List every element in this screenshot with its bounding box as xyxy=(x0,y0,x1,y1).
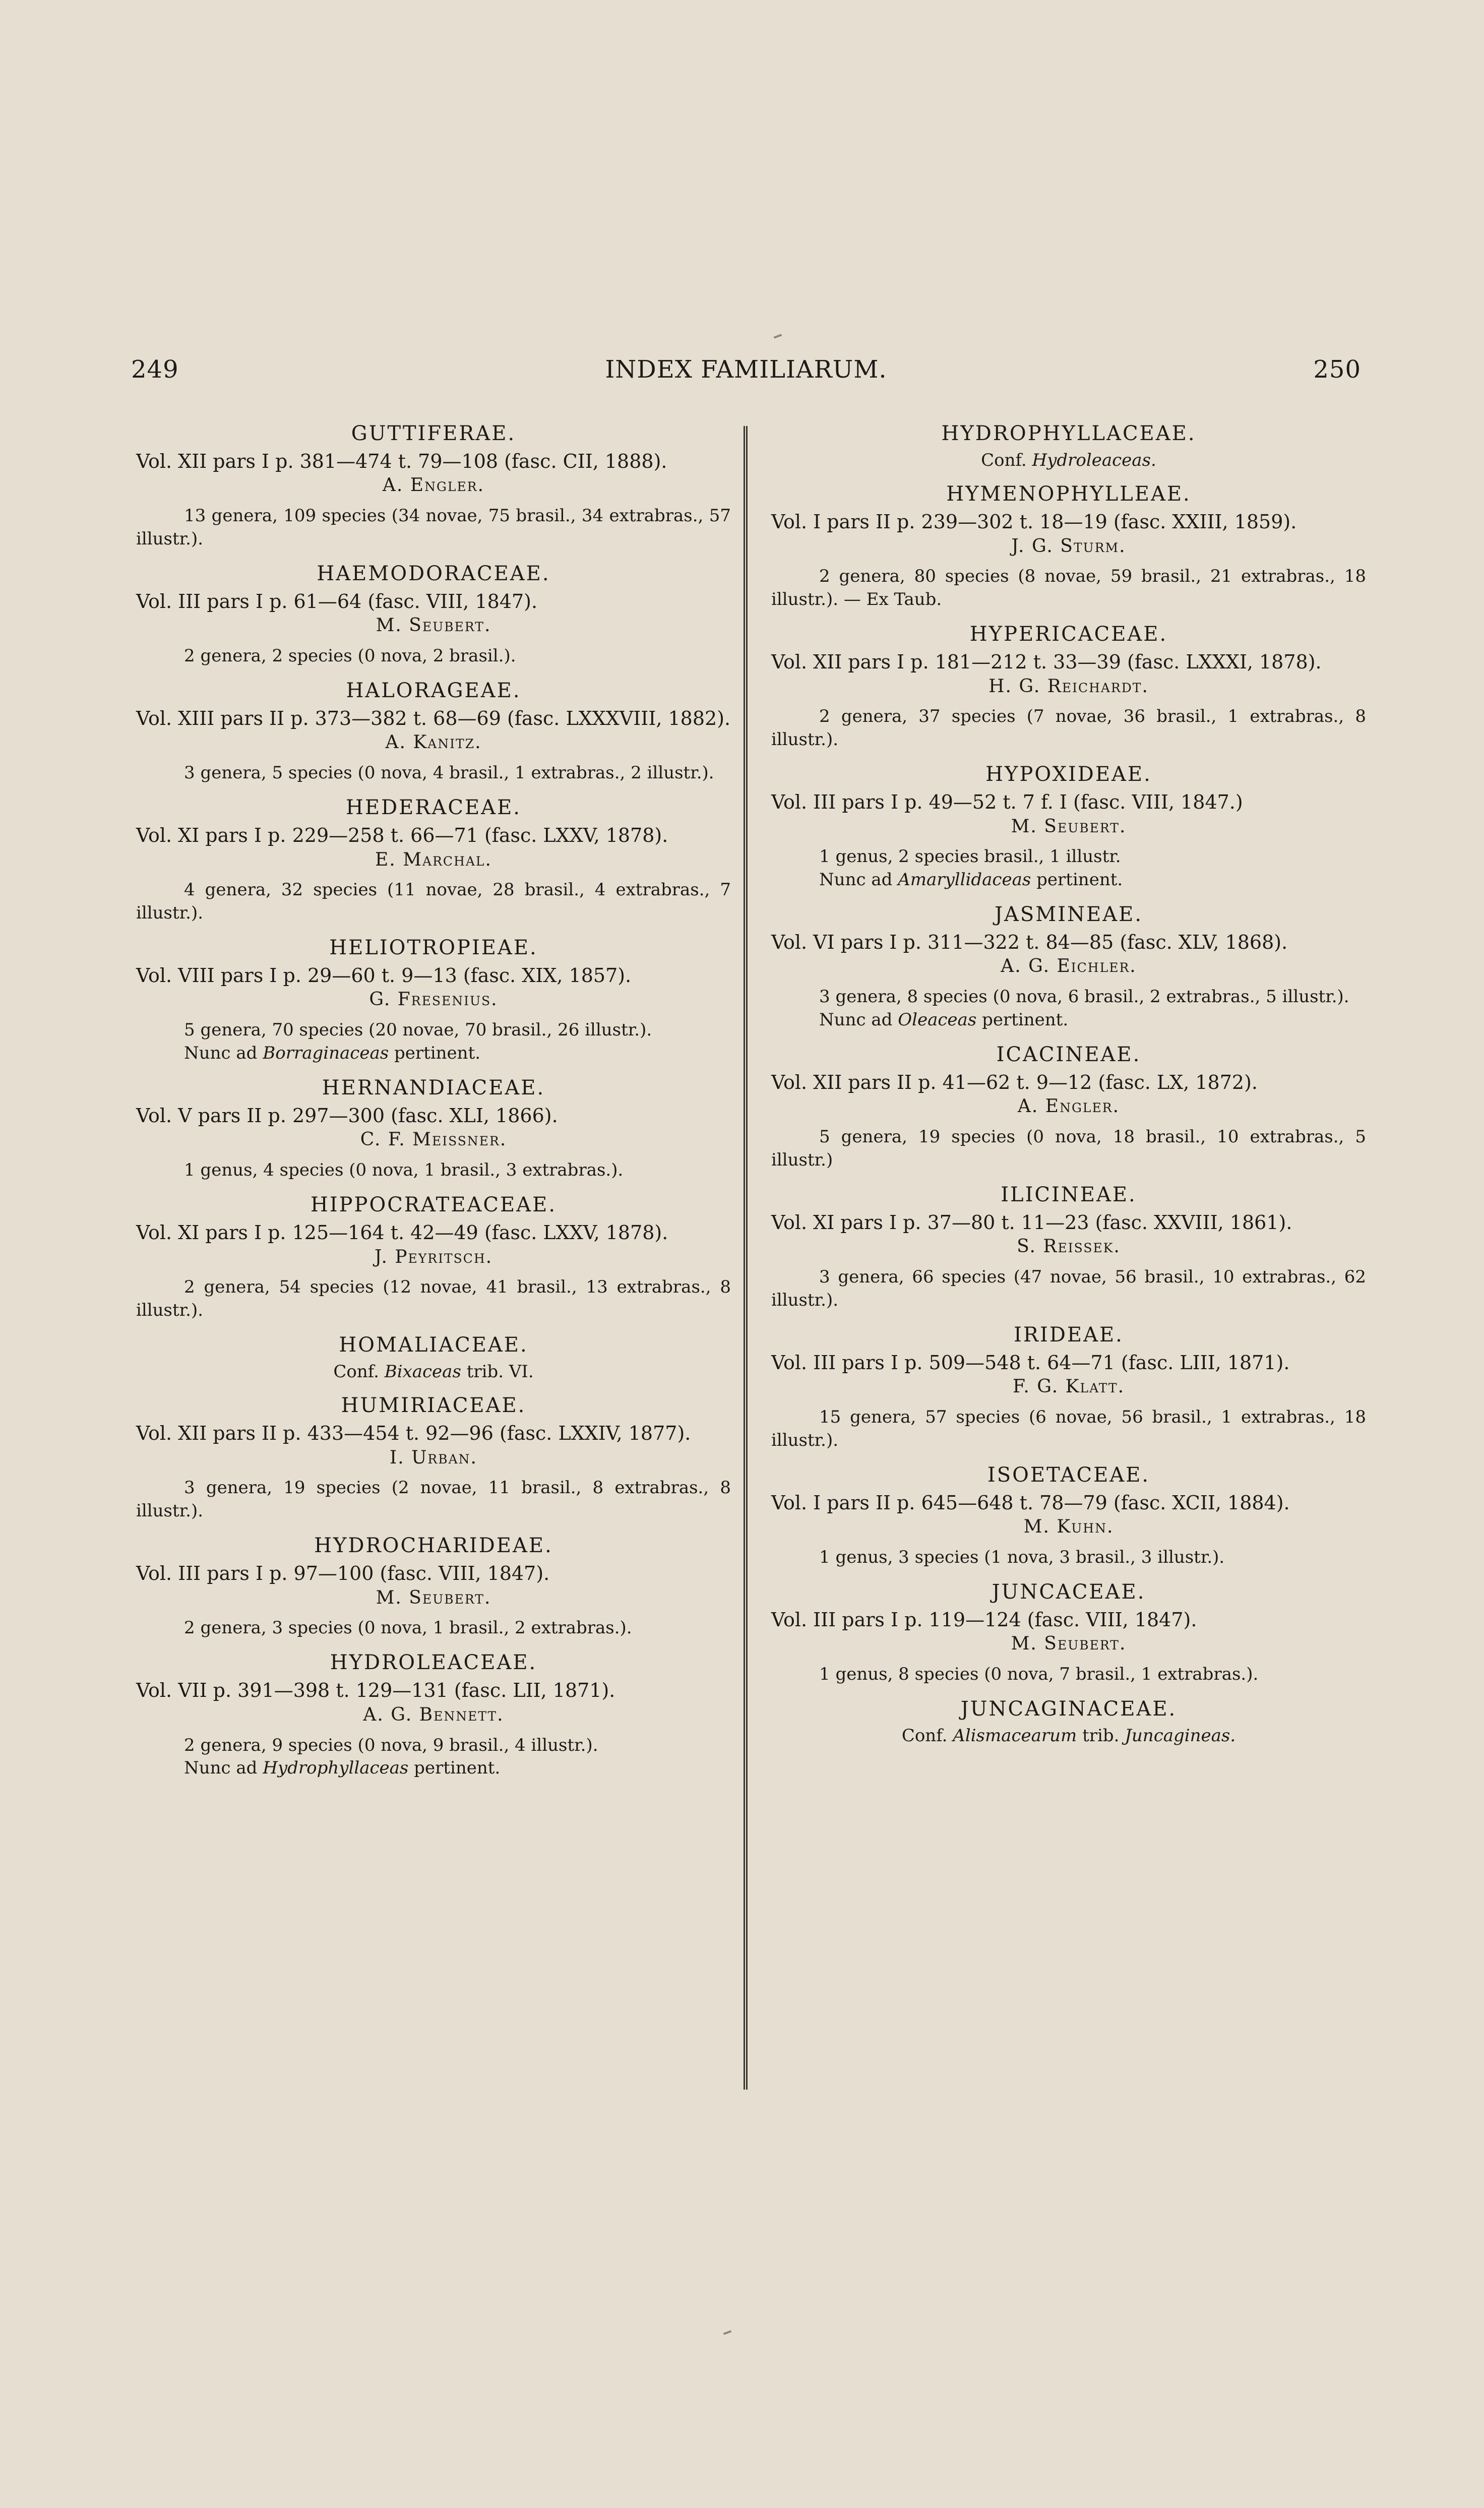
volume-reference: Vol. VI pars I p. 311—322 t. 84—85 (fasc. XLV, 1868). xyxy=(771,931,1288,954)
volume-reference: Vol. I pars II p. 239—302 t. 18—19 (fasc. XXIII, 1859). xyxy=(771,511,1297,533)
author-name: M. Seubert. xyxy=(1011,816,1127,837)
family-name: HYDROPHYLLACEAE. xyxy=(941,422,1196,445)
column-divider xyxy=(744,426,748,2090)
family-name: HYPERICACEAE. xyxy=(969,623,1168,646)
species-summary: 5 genera, 19 species (0 nova, 18 brasil., 10 extrabras., 5 illustr.) xyxy=(771,1127,1366,1171)
species-summary: 2 genera, 9 species (0 nova, 9 brasil., 4 illustr.). xyxy=(184,1735,598,1755)
family-entry xyxy=(771,1462,1366,1569)
volume-reference: Vol. VIII pars I p. 29—60 t. 9—13 (fasc. XIX, 1857). xyxy=(136,964,632,987)
family-entry xyxy=(136,1075,731,1182)
species-summary: 2 genera, 80 species (8 novae, 59 brasil., 21 extrabras., 18 illustr.). — Ex Taub. xyxy=(771,566,1366,610)
family-entry xyxy=(771,622,1366,752)
author-name: A. G. Bennett. xyxy=(363,1704,504,1725)
species-summary: 3 genera, 5 species (0 nova, 4 brasil., 1 extrabras., 2 illustr.). xyxy=(184,763,714,783)
volume-reference: Vol. VII p. 391—398 t. 129—131 (fasc. LII, 1871). xyxy=(136,1679,615,1702)
species-summary: 5 genera, 70 species (20 novae, 70 brasil., 26 illustr.). xyxy=(184,1020,652,1041)
species-summary: 1 genus, 3 species (1 nova, 3 brasil., 3 illustr.). xyxy=(819,1547,1225,1568)
author-name: H. G. Reichardt. xyxy=(988,676,1149,697)
volume-reference: Vol. XII pars II p. 433—454 t. 92—96 (fasc. LXXIV, 1877). xyxy=(136,1422,691,1445)
family-entry xyxy=(771,1579,1366,1686)
family-name: HERNANDIACEAE. xyxy=(322,1076,545,1100)
left-column xyxy=(136,421,731,1780)
author-name: G. Fresenius. xyxy=(369,989,498,1010)
note-line: Nunc ad Amaryllidaceas pertinent. xyxy=(819,870,1123,890)
volume-reference: Vol. XII pars I p. 381—474 t. 79—108 (fasc. CII, 1888). xyxy=(136,450,667,472)
author-name: I. Urban. xyxy=(389,1447,477,1468)
species-summary: 2 genera, 2 species (0 nova, 2 brasil.). xyxy=(184,646,516,666)
volume-reference: Vol. V pars II p. 297—300 (fasc. XLI, 1866). xyxy=(136,1105,558,1127)
family-name: ISOETACEAE. xyxy=(987,1463,1150,1487)
family-name: HIPPOCRATEACEAE. xyxy=(310,1193,557,1217)
species-summary: 1 genus, 8 species (0 nova, 7 brasil., 1 extrabras.). xyxy=(819,1664,1259,1685)
family-name: JUNCAGINACEAE. xyxy=(960,1697,1177,1721)
species-summary: 1 genus, 2 species brasil., 1 illustr. xyxy=(819,846,1121,867)
page-number-left: 249 xyxy=(131,355,179,384)
family-entry xyxy=(136,1650,731,1780)
author-name: A. G. Eichler. xyxy=(1001,956,1137,977)
family-name: JASMINEAE. xyxy=(994,903,1143,927)
author-name: C. F. Meissner. xyxy=(360,1129,507,1150)
volume-reference: Vol. III pars I p. 97—100 (fasc. VIII, 1847). xyxy=(136,1562,550,1585)
author-name: J. G. Sturm. xyxy=(1011,535,1126,557)
family-name: HEDERACEAE. xyxy=(346,796,521,820)
volume-reference: Vol. XI pars I p. 125—164 t. 42—49 (fasc. LXXV, 1878). xyxy=(136,1221,668,1244)
species-summary: 2 genera, 3 species (0 nova, 1 brasil., 2 extrabras.). xyxy=(184,1618,632,1638)
right-column xyxy=(771,421,1366,1747)
family-entry xyxy=(771,1182,1366,1312)
volume-reference: Vol. I pars II p. 645—648 t. 78—79 (fasc. XCII, 1884). xyxy=(771,1491,1290,1514)
species-summary: 2 genera, 54 species (12 novae, 41 brasil., 13 extrabras., 8 illustr.). xyxy=(136,1277,731,1321)
volume-reference: Vol. XI pars I p. 37—80 t. 11—23 (fasc. XXVIII, 1861). xyxy=(771,1211,1292,1234)
family-name: HELIOTROPIEAE. xyxy=(329,936,538,960)
family-entry xyxy=(136,1533,731,1640)
running-title: INDEX FAMILIARUM. xyxy=(605,355,887,384)
family-entry xyxy=(136,678,731,785)
family-entry xyxy=(136,935,731,1065)
volume-reference: Vol. XII pars II p. 41—62 t. 9—12 (fasc. LX, 1872). xyxy=(771,1071,1258,1094)
family-entry xyxy=(771,421,1366,471)
species-summary: 4 genera, 32 species (11 novae, 28 brasil., 4 extrabras., 7 illustr.). xyxy=(136,880,731,924)
family-entry xyxy=(771,1322,1366,1452)
species-summary: 3 genera, 19 species (2 novae, 11 brasil., 8 extrabras., 8 illustr.). xyxy=(136,1478,731,1521)
author-name: F. G. Klatt. xyxy=(1012,1376,1125,1397)
family-name: HOMALIACEAE. xyxy=(339,1333,528,1357)
species-summary: 3 genera, 66 species (47 novae, 56 brasil., 10 extrabras., 62 illustr.). xyxy=(771,1267,1366,1311)
author-name: A. Engler. xyxy=(1017,1096,1120,1117)
family-name: ICACINEAE. xyxy=(996,1043,1141,1067)
author-name: M. Seubert. xyxy=(1011,1633,1127,1655)
author-name: M. Seubert. xyxy=(376,615,491,636)
family-name: HUMIRIACEAE. xyxy=(341,1394,526,1418)
cross-reference: Conf. Alismacearum trib. Juncagineas. xyxy=(901,1726,1236,1746)
family-entry xyxy=(136,421,731,551)
author-name: M. Kuhn. xyxy=(1023,1516,1114,1538)
author-name: J. Peyritsch. xyxy=(374,1246,493,1267)
family-name: IRIDEAE. xyxy=(1014,1323,1124,1347)
volume-reference: Vol. III pars I p. 61—64 (fasc. VIII, 1847). xyxy=(136,590,538,613)
species-summary: 13 genera, 109 species (34 novae, 75 brasil., 34 extrabras., 57 illustr.). xyxy=(136,506,731,549)
family-name: HYDROLEACEAE. xyxy=(330,1651,537,1675)
family-name: JUNCACEAE. xyxy=(992,1580,1146,1604)
paper-speck xyxy=(774,334,782,338)
family-entry xyxy=(771,762,1366,892)
family-name: HYMENOPHYLLEAE. xyxy=(946,482,1191,506)
family-entry xyxy=(771,1696,1366,1747)
note-line: Nunc ad Hydrophyllaceas pertinent. xyxy=(184,1758,501,1779)
author-name: A. Engler. xyxy=(382,475,485,496)
family-entry xyxy=(136,1192,731,1322)
volume-reference: Vol. III pars I p. 49—52 t. 7 f. I (fasc. VIII, 1847.) xyxy=(771,791,1243,814)
family-entry xyxy=(136,795,731,925)
cross-reference: Conf. Bixaceas trib. VI. xyxy=(333,1362,534,1382)
family-name: GUTTIFERAE. xyxy=(351,422,516,445)
author-name: E. Marchal. xyxy=(375,849,492,870)
volume-reference: Vol. XI pars I p. 229—258 t. 66—71 (fasc. LXXV, 1878). xyxy=(136,824,668,847)
note-line: Nunc ad Oleaceas pertinent. xyxy=(819,1010,1069,1030)
volume-reference: Vol. XII pars I p. 181—212 t. 33—39 (fasc. LXXXI, 1878). xyxy=(771,651,1322,674)
species-summary: 3 genera, 8 species (0 nova, 6 brasil., 2 extrabras., 5 illustr.). xyxy=(819,987,1349,1007)
paper-speck xyxy=(723,2330,731,2335)
family-entry xyxy=(771,481,1366,611)
family-name: HYPOXIDEAE. xyxy=(985,763,1152,786)
volume-reference: Vol. III pars I p. 509—548 t. 64—71 (fasc. LIII, 1871). xyxy=(771,1352,1290,1374)
family-entry xyxy=(136,561,731,668)
family-entry xyxy=(136,1332,731,1383)
volume-reference: Vol. XIII pars II p. 373—382 t. 68—69 (fasc. LXXXVIII, 1882). xyxy=(136,707,731,730)
author-name: M. Seubert. xyxy=(376,1587,491,1608)
volume-reference: Vol. III pars I p. 119—124 (fasc. VIII, 1847). xyxy=(771,1609,1197,1631)
page-header xyxy=(131,355,1361,396)
cross-reference: Conf. Hydroleaceas. xyxy=(981,450,1156,470)
species-summary: 2 genera, 37 species (7 novae, 36 brasil., 1 extrabras., 8 illustr.). xyxy=(771,706,1366,750)
species-summary: 15 genera, 57 species (6 novae, 56 brasil., 1 extrabras., 18 illustr.). xyxy=(771,1407,1366,1451)
family-entry xyxy=(136,1393,731,1523)
author-name: S. Reissek. xyxy=(1017,1236,1121,1257)
author-name: A. Kanitz. xyxy=(385,732,482,753)
family-entry xyxy=(771,1042,1366,1172)
note-line: Nunc ad Borraginaceas pertinent. xyxy=(184,1043,481,1064)
family-name: HAEMODORACEAE. xyxy=(317,562,550,585)
family-entry xyxy=(771,902,1366,1032)
species-summary: 1 genus, 4 species (0 nova, 1 brasil., 3 extrabras.). xyxy=(184,1160,624,1181)
family-name: ILICINEAE. xyxy=(1001,1183,1137,1207)
family-name: HALORAGEAE. xyxy=(346,679,521,703)
page-number-right: 250 xyxy=(1313,355,1361,384)
family-name: HYDROCHARIDEAE. xyxy=(314,1534,553,1558)
